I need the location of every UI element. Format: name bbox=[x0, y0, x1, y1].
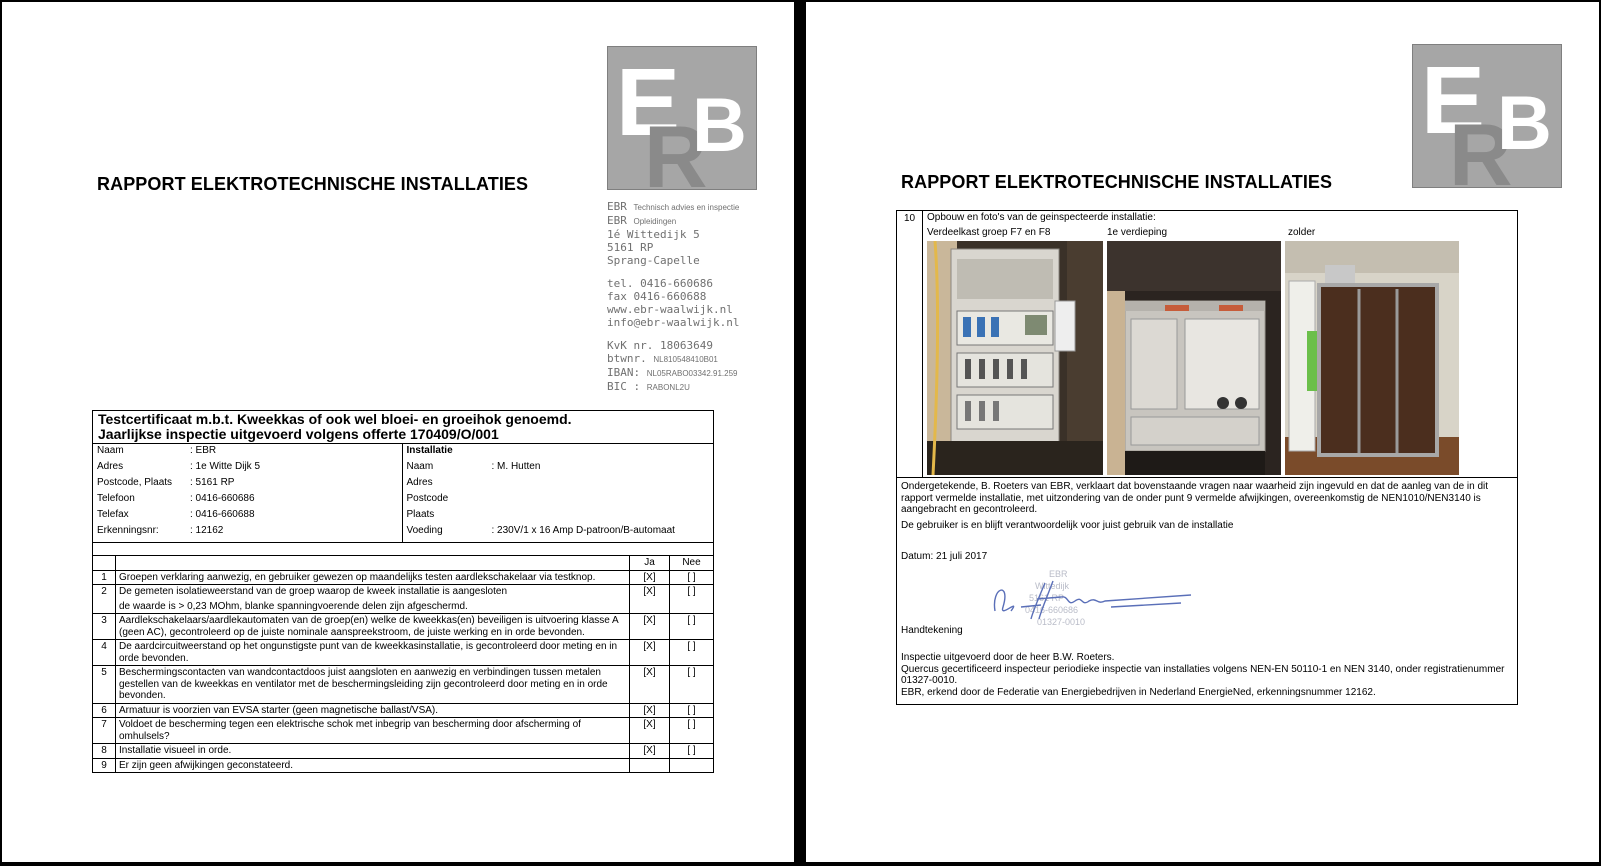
item-nr: 10 bbox=[897, 211, 923, 478]
check-nee: [ ] bbox=[670, 614, 714, 640]
photos-declaration-table bbox=[896, 210, 1518, 705]
kv-value bbox=[491, 477, 711, 493]
check-ja: [X] bbox=[630, 570, 670, 585]
check-nr: 5 bbox=[93, 666, 116, 704]
kv-label: Telefoon bbox=[97, 493, 135, 504]
item-title: Opbouw en foto's van de geinspecteerde installatie: bbox=[927, 212, 1156, 223]
check-nee: [ ] bbox=[670, 718, 714, 744]
kv-label: Erkenningsnr: bbox=[97, 525, 159, 536]
kv-value: : 0416-660686 bbox=[190, 493, 255, 504]
check-ja: [X] bbox=[630, 640, 670, 666]
check-nee: [ ] bbox=[670, 703, 714, 718]
installatie-block bbox=[402, 444, 713, 542]
kv-row bbox=[96, 509, 399, 525]
contact-tel: tel. 0416-660686 bbox=[607, 277, 713, 290]
check-text: Installatie visueel in orde. bbox=[116, 744, 630, 759]
signature-stamp bbox=[981, 567, 1221, 629]
kv-label: Naam bbox=[97, 445, 124, 456]
check-text bbox=[116, 585, 630, 614]
report-page-1 bbox=[2, 2, 794, 862]
logo-letter-b: B bbox=[1497, 81, 1552, 166]
check-row bbox=[93, 666, 714, 704]
check-text-line-2: de waarde is > 0,23 MOhm, blanke spanningvoerende delen zijn afgeschermd. bbox=[119, 600, 468, 612]
check-nee: [ ] bbox=[670, 744, 714, 759]
check-nee bbox=[670, 758, 714, 773]
org-desc-2: Opleidingen bbox=[633, 217, 677, 226]
stamp-line: 5161 RP bbox=[1029, 592, 1065, 603]
check-nee: [ ] bbox=[670, 640, 714, 666]
kv-row bbox=[406, 525, 711, 541]
kv-label: Voeding bbox=[406, 525, 443, 536]
ebr-logo bbox=[607, 46, 757, 190]
kv-row bbox=[96, 525, 399, 541]
check-row bbox=[93, 703, 714, 718]
ebr-logo bbox=[1412, 44, 1562, 188]
check-nee: [ ] bbox=[670, 570, 714, 585]
check-nr: 6 bbox=[93, 703, 116, 718]
kv-value: : 230V/1 x 16 Amp D-patroon/B-automaat bbox=[491, 525, 675, 536]
photo-row bbox=[927, 241, 1513, 477]
contact-email: info@ebr-waalwijk.nl bbox=[607, 316, 740, 329]
check-nr: 4 bbox=[93, 640, 116, 666]
attic-image bbox=[1285, 241, 1459, 475]
check-nr: 8 bbox=[93, 744, 116, 759]
inspector-line-3: EBR, erkend door de Federatie van Energiebedrijven in Nederland EnergieNed, erkenningsnummer 12162. bbox=[901, 686, 1376, 698]
contact-city: Sprang-Capelle bbox=[607, 254, 700, 267]
check-nr: 1 bbox=[93, 570, 116, 585]
kv-row bbox=[406, 477, 711, 493]
kv-row bbox=[96, 477, 399, 493]
iban-value: NL05RABO03342.91.259 bbox=[646, 369, 738, 378]
certificate-title-line-2: Jaarlijkse inspectie uitgevoerd volgens offerte 170409/O/001 bbox=[98, 426, 499, 442]
kv-label: Telefax bbox=[97, 509, 129, 520]
check-text-line-1: De gemeten isolatieweerstand van de groep waarop de kweek installatie is aangesloten bbox=[119, 586, 508, 597]
kv-row bbox=[96, 493, 399, 509]
check-nr: 2 bbox=[93, 585, 116, 614]
photo-first-floor bbox=[1107, 241, 1281, 475]
photo-captions bbox=[927, 227, 1513, 241]
kv-row bbox=[406, 461, 711, 477]
check-nee: [ ] bbox=[670, 585, 714, 614]
certificate-title bbox=[93, 411, 714, 444]
logo-letter-b: B bbox=[692, 83, 747, 168]
inspector-line-1: Inspectie uitgevoerd door de heer B.W. Roeters. bbox=[901, 652, 1115, 663]
btw-value: NL810548410B01 bbox=[653, 355, 718, 364]
kv-value bbox=[491, 493, 711, 509]
check-row bbox=[93, 585, 714, 614]
spacer-row bbox=[93, 543, 714, 556]
declaration-text: Ondergetekende, B. Roeters van EBR, verklaart dat bovenstaande vragen naar waarheid zijn ingevuld en dat de aanleg van de in dit rapport vermelde installatie, met uitzondering van de onder punt 9 vermelde afwijkingen, overeenkomstig de NEN1010/NEN3140 is aangebracht en gecontroleerd. bbox=[901, 481, 1489, 515]
distribution-board-image bbox=[927, 241, 1103, 475]
signature-area bbox=[901, 563, 1513, 625]
details-row bbox=[93, 444, 714, 543]
bic-label: BIC : bbox=[607, 380, 641, 393]
check-text: Voldoet de bescherming tegen een elektrische schok met inbegrip van bescherming door afscherming of omhulsels? bbox=[116, 718, 630, 744]
kv-row bbox=[96, 461, 399, 477]
check-ja: [X] bbox=[630, 703, 670, 718]
kv-value: : EBR bbox=[190, 445, 217, 456]
report-title: RAPPORT ELEKTROTECHNISCHE INSTALLATIES bbox=[97, 174, 529, 194]
check-nr: 9 bbox=[93, 758, 116, 773]
declaration-cell bbox=[897, 478, 1518, 705]
col-nee-header: Nee bbox=[670, 556, 714, 571]
kv-row bbox=[406, 493, 711, 509]
date-text: Datum: 21 juli 2017 bbox=[901, 551, 988, 562]
certificate-table bbox=[92, 410, 714, 773]
check-row bbox=[93, 744, 714, 759]
col-ja-header: Ja bbox=[630, 556, 670, 571]
check-text: Aardlekschakelaars/aardlekautomaten van de groep(en) welke de kweekkas(en) beveiligen is uitvoering klasse A (geen AC), gecontroleerd op de juiste nominale aanspreekstroom, de juiste werking en in orde bevonden. bbox=[116, 614, 630, 640]
check-ja: [X] bbox=[630, 614, 670, 640]
logo-letter-e: E bbox=[616, 49, 681, 156]
kv-label: Adres bbox=[406, 477, 433, 488]
kv-value: : 12162 bbox=[190, 525, 224, 536]
kv-value: : 5161 RP bbox=[190, 477, 235, 488]
logo-letter-e: E bbox=[1421, 47, 1486, 154]
org-desc: Technisch advies en inspectie bbox=[633, 203, 740, 212]
check-text: Groepen verklaring aanwezig, en gebruiker gewezen op maandelijks testen aardlekschakelaar via testknop. bbox=[116, 570, 630, 585]
contact-web: www.ebr-waalwijk.nl bbox=[607, 303, 733, 316]
certificate-title-line-1: Testcertificaat m.b.t. Kweekkas of ook wel bloei- en groeihok genoemd. bbox=[98, 411, 572, 427]
kv-value bbox=[491, 509, 711, 525]
check-text: Er zijn geen afwijkingen geconstateerd. bbox=[116, 758, 630, 773]
check-text: Armatuur is voorzien van EVSA starter (geen magnetische ballast/VSA). bbox=[116, 703, 630, 718]
check-row bbox=[93, 718, 714, 744]
ebr-logo-graphic bbox=[608, 47, 756, 189]
stamp-line: EBR bbox=[1049, 568, 1068, 579]
check-row bbox=[93, 614, 714, 640]
kv-label: Adres bbox=[97, 461, 124, 472]
check-ja: [X] bbox=[630, 744, 670, 759]
photo-distribution-board bbox=[927, 241, 1103, 475]
check-row bbox=[93, 570, 714, 585]
report-title: RAPPORT ELEKTROTECHNISCHE INSTALLATIES bbox=[901, 172, 1333, 192]
check-nr: 3 bbox=[93, 614, 116, 640]
responsibility-text: De gebruiker is en blijft verantwoordelijk voor juist gebruik van de installatie bbox=[901, 519, 1234, 531]
contact-kvk: KvK nr. 18063649 bbox=[607, 339, 713, 352]
bic-value: RABONL2U bbox=[646, 383, 690, 392]
contact-street: 1é Wittedijk 5 bbox=[607, 228, 700, 241]
check-nr: 7 bbox=[93, 718, 116, 744]
kv-value: : M. Hutten bbox=[491, 461, 541, 472]
check-ja bbox=[630, 758, 670, 773]
photo-caption: Verdeelkast groep F7 en F8 bbox=[927, 227, 1051, 238]
report-page-2 bbox=[806, 2, 1599, 862]
iban-label: IBAN: bbox=[607, 366, 641, 379]
inspector-line-2: Quercus gecertificeerd inspecteur periodieke inspectie van installaties volgens NEN-EN 50110-1 en NEN 3140, onder registratienummer 01327-0010. bbox=[901, 663, 1505, 686]
check-nee: [ ] bbox=[670, 666, 714, 704]
photo-attic bbox=[1285, 241, 1459, 475]
signature-label: Handtekening bbox=[901, 624, 963, 636]
btw-label: btwnr. bbox=[607, 352, 647, 365]
check-row bbox=[93, 640, 714, 666]
ebr-logo-graphic bbox=[1413, 45, 1561, 187]
check-ja: [X] bbox=[630, 666, 670, 704]
kv-label: Postcode, Plaats bbox=[97, 477, 173, 488]
photo-caption: 1e verdieping bbox=[1107, 227, 1168, 238]
contact-block bbox=[607, 200, 739, 394]
contact-postcode: 5161 RP bbox=[607, 241, 654, 254]
check-row bbox=[93, 758, 714, 773]
stamp-line: Wittedijk bbox=[1035, 580, 1070, 591]
logo-letter-r: R bbox=[1449, 105, 1513, 187]
kv-row bbox=[96, 445, 399, 461]
check-text: De aardcircuitweerstand op het ongunstigste punt van de kweekkasinstallatie, is gecontroleerd door meting en in orde bevonden. bbox=[116, 640, 630, 666]
org-name-2: EBR bbox=[607, 214, 627, 227]
keuringsinstantie-block bbox=[93, 444, 402, 542]
kv-label: Plaats bbox=[406, 509, 435, 520]
check-ja: [X] bbox=[630, 585, 670, 614]
check-text: Beschermingscontacten van wandcontactdoos juist aangsloten en aanwezig en verbindingen tussen metalen gestellen van de kweekkas en ventilator met de beschermingsleiding zijn gecontroleerd door meting en in orde bevonden. bbox=[116, 666, 630, 704]
kv-label: Naam bbox=[406, 461, 434, 472]
installatie-header: Installatie bbox=[406, 445, 453, 456]
org-name: EBR bbox=[607, 200, 627, 213]
stamp-line: 0416-660686 bbox=[1025, 604, 1079, 615]
kv-row bbox=[406, 509, 711, 525]
kv-value: : 0416-660688 bbox=[190, 509, 255, 520]
photos-cell bbox=[923, 211, 1518, 478]
logo-letter-r: R bbox=[644, 107, 708, 189]
kv-label: Postcode bbox=[406, 493, 449, 504]
kv-value: : 1e Witte Dijk 5 bbox=[190, 461, 261, 472]
contact-fax: fax 0416-660688 bbox=[607, 290, 707, 303]
checks-header-row bbox=[93, 556, 714, 571]
check-ja: [X] bbox=[630, 718, 670, 744]
photo-caption: zolder bbox=[1288, 227, 1316, 238]
stamp-line: 01327-0010 bbox=[1037, 616, 1086, 627]
first-floor-image bbox=[1107, 241, 1281, 475]
